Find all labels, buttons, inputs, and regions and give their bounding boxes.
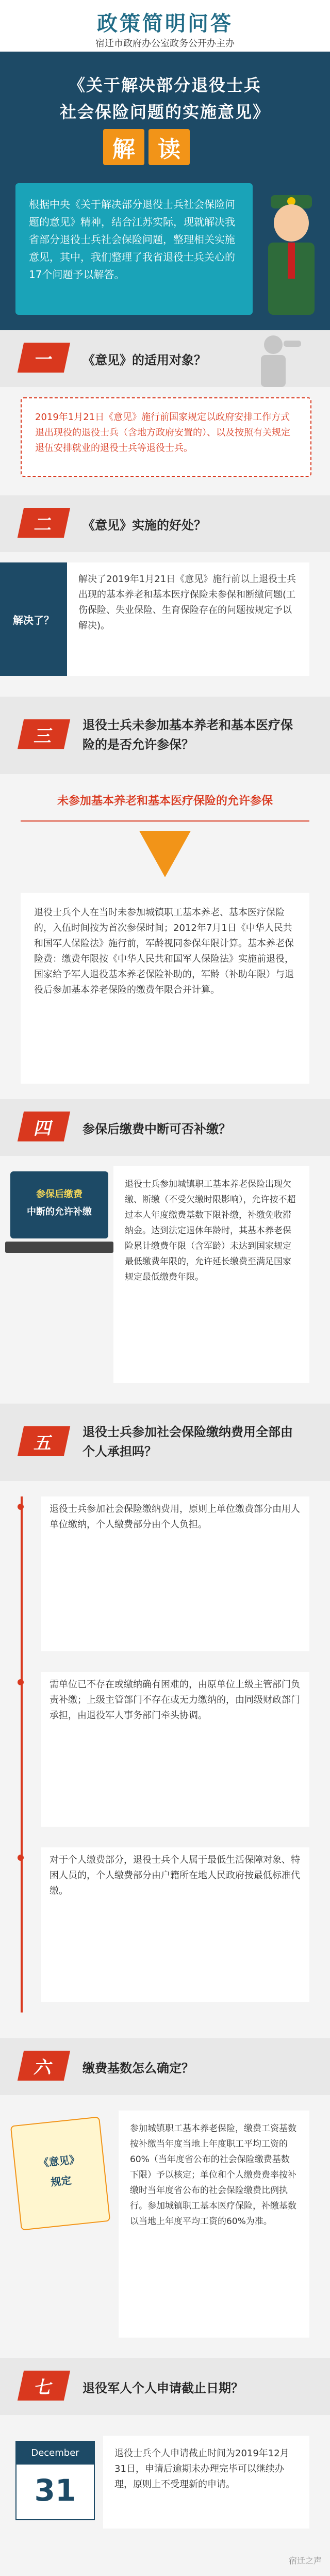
section-5-bullet-1-text: 退役士兵参加社会保险缴纳费用，原则上单位缴费部分由用人单位缴纳，个人缴费部分由个人负担。 [50,1504,300,1530]
bullet-dot [18,1855,24,1861]
section-5-title: 退役士兵参加社会保险缴纳费用全部由个人承担吗？ [82,1425,293,1459]
hero-banner [0,52,330,330]
section-5-bullet-2-text: 需单位已不存在或缴纳确有困难的，由原单位上级主管部门负责补缴；上级主管部门不存在或无力缴纳的，由同级财政部门承担，由退役军人事务部门牵头协调。 [50,1679,300,1721]
section-2-card [67,562,309,676]
section-3-divider [21,820,309,822]
section-5-bullet-2 [41,1672,309,1827]
section-3-title: 退役士兵未参加基本养老和基本医疗保险的是否允许参保？ [82,718,293,752]
section-3-header [0,697,330,774]
bullet-dot [18,1679,24,1685]
section-4-card [113,1166,309,1383]
down-arrow-icon [139,831,191,877]
section-5-bullet-3-text: 对于个人缴费部分，退役士兵个人属于最低生活保障对象、特困人员的，个人缴费部分由户籍所在地人民政府按最低标准代缴。 [50,1855,300,1896]
section-6-number: 六 [18,2051,70,2081]
section-5-bullet-3 [41,1847,309,2002]
section-6-card [119,2111,309,2338]
section-4-number: 四 [18,1112,70,1141]
section-6-title: 缴费基数怎么确定？ [82,2061,194,2075]
section-5-timeline [21,1496,23,2013]
section-1-card [21,397,311,477]
calendar-icon [15,2441,95,2520]
keyboard-icon [5,1242,113,1253]
section-4-title: 参保后缴费中断可否补缴？ [82,1122,231,1136]
section-7-header [0,2358,330,2415]
hero-title-line1: 《关于解决部分退役士兵 [68,75,261,95]
section-7-card [103,2436,309,2529]
section-7-number: 七 [18,2371,70,2401]
watermark: 宿迁之声 [288,2556,322,2566]
section-3-body: 退役士兵个人在当时未参加城镇职工基本养老、基本医疗保险的，入伍时间按为首次参保时间；2012年7月1日《中华人民共和国军人保险法》施行前，军龄视同参保年限计算。基本养老保险费：缴费年限按《中华人民共和国军人保险法》实施前退役，国家给予军人退役基本养老保险补助的，军龄（补助年限）与退役后参加基本养老保险的缴费年限合并计算。 [34,907,294,995]
section-3-highlight: 未参加基本养老和基本医疗保险的允许参保 [57,795,273,808]
intro-text: 根据中央《关于解决部分退役士兵社会保险问题的意见》精神，结合江苏实际，现就解决我省部分退役士兵社会保险问题，整理相关实施意见，其中，我们整理了我省退役士兵关心的17个问题予以解答。 [29,198,235,281]
section-2-header [0,495,330,552]
section-5-bullet-1 [41,1496,309,1651]
section-2-tag [0,562,67,676]
section-6-header [0,2038,330,2095]
section-2-number: 二 [18,508,70,538]
intro-panel [15,183,253,315]
screen-line-1: 参保后缴费 [36,1189,82,1200]
section-1-body: 2019年1月21日《意见》施行前国家规定以政府安排工作方式退出现役的退役士兵（含地方政府安置的）、以及按照有关规定退伍安排就业的退役士兵等退役士兵。 [35,412,290,454]
section-3-number: 三 [18,719,70,749]
screen-icon [10,1171,108,1238]
section-5-number: 五 [18,1426,70,1456]
hero-title-line2: 社会保险问题的实施意见》 [59,102,270,122]
section-2-tag-text: 解决了？ [13,614,54,626]
section-1-title: 《意见》的适用对象？ [82,353,206,367]
section-4-header [0,1099,330,1156]
document-icon [10,2116,110,2230]
doc-label-1: 《意见》 [38,2153,80,2170]
jiedu-char-2: 读 [148,129,190,165]
section-1-number: 一 [18,343,70,373]
section-2-body: 解决了2019年1月21日《意见》施行前以上退役士兵出现的基本养老和基本医疗保险未参保和断缴问题(工伤保险、失业保险、生育保险存在的问题按规定予以解决)。 [78,574,296,631]
section-3-card [21,893,309,1084]
computer-illustration [10,1171,108,1259]
jiedu-label [103,129,227,165]
section-7-title: 退役军人个人申请截止日期？ [82,2381,243,2395]
calendar-month: December [16,2442,94,2465]
section-7-body: 退役士兵个人申请截止时间为2019年12月31日，申请后逾期未办理完毕可以继续办理，原则上不受理新的申请。 [114,2448,289,2490]
soldier-illustration-icon [258,191,325,320]
section-2-title: 《意见》实施的好处？ [82,518,206,533]
bullet-dot [18,1504,24,1510]
calendar-day: 31 [34,2473,76,2508]
section-5-header [0,1404,330,1481]
jiedu-char-1: 解 [103,129,144,165]
section-6-body: 参加城镇职工基本养老保险，缴费工资基数按补缴当年度当地上年度职工平均工资的60%（当年度省公布的社会保险缴费基数下限）予以核定；单位和个人缴费费率按补缴时当年度省公布的社会保险缴费比例执行。参加城镇职工基本医疗保险，补缴基数以当地上年度平均工资的60%为准。 [130,2123,296,2227]
title-bar [0,0,330,52]
section-4-body: 退役士兵参加城镇职工基本养老保险出现欠缴、断缴（不受欠缴时限影响），允许按不超过本人年度缴费基数下限补缴，补缴免收滞纳金。达到法定退休年龄时，其基本养老保险累计缴费年限（含军龄）未达到国家规定最低缴费年限的，允许延长缴费至满足国家规定最低缴费年限。 [125,1179,296,1282]
screen-line-2: 中断的允许补缴 [27,1206,92,1217]
salute-silhouette-icon [242,330,304,387]
page-title: 政策简明问答 [97,12,233,36]
section-1-header [0,330,330,387]
doc-label-2: 规定 [50,2174,72,2188]
page-subtitle: 宿迁市政府办公室政务公开办主办 [95,38,235,49]
